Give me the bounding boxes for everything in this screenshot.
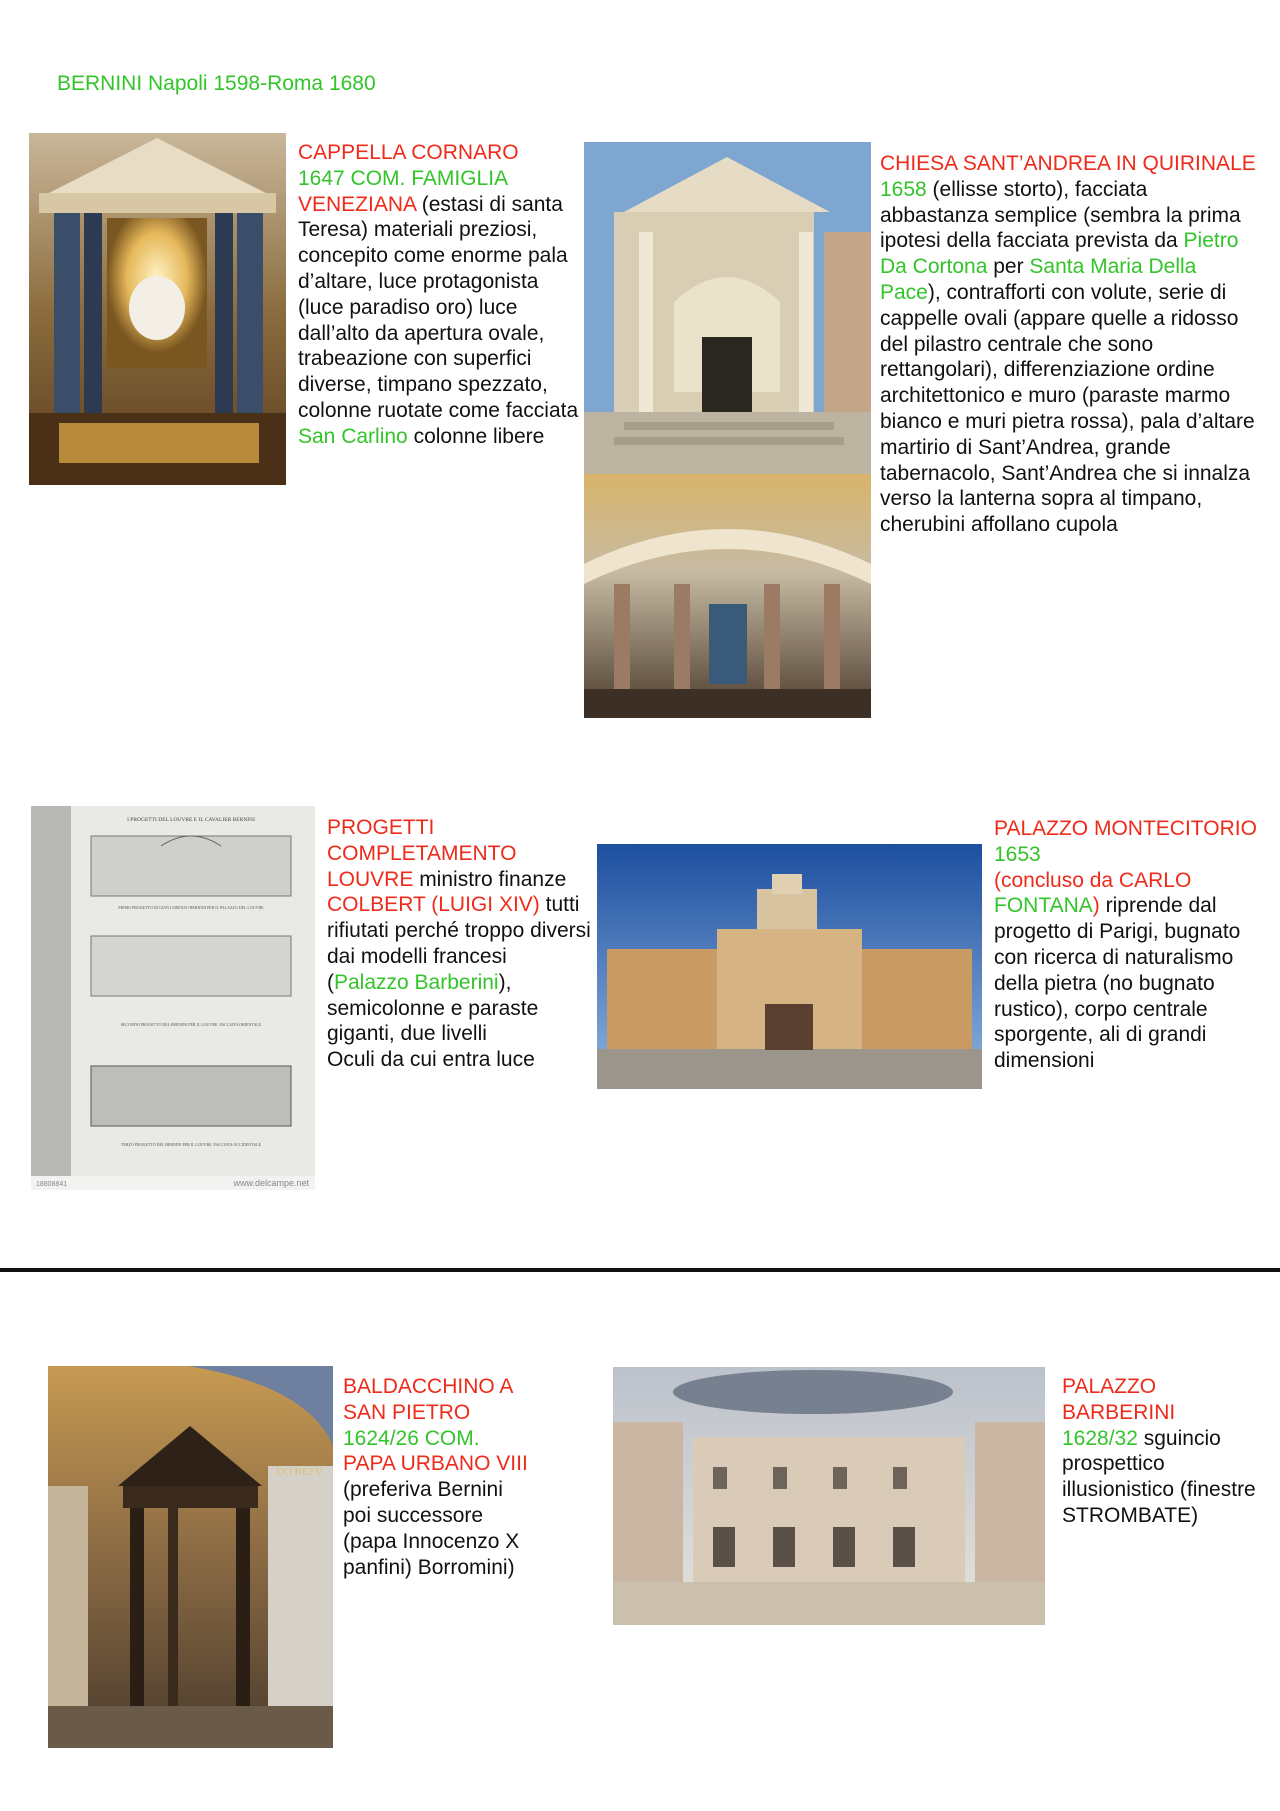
montecitorio-text xyxy=(994,816,1264,1074)
santandrea-link-cortona: Pietro Da Cortona xyxy=(880,229,1239,279)
baldacchino-body: (preferiva Bernini poi successore (papa Innocenzo X panfini) Borromini) xyxy=(343,1478,520,1579)
baldacchino-date: 1624/26 COM. xyxy=(343,1426,480,1450)
section-divider xyxy=(0,1268,1280,1272)
montecitorio-date: 1653 xyxy=(994,842,1041,866)
cornaro-heading: CAPPELLA CORNARO xyxy=(298,141,519,164)
cornaro-link-san-carlino: San Carlino xyxy=(298,424,408,448)
louvre-image-caption-1: PRIMO PROGETTO DI GIAN LORENZO BERNINI PER IL PALAZZO DEL LOUVRE xyxy=(118,905,264,910)
montecitorio-note: (concluso da xyxy=(994,868,1114,892)
baldacchino-patron: PAPA URBANO VIII xyxy=(343,1452,528,1476)
louvre-image-watermark: www.delcampe.net xyxy=(233,1178,309,1188)
louvre-link-barberini: Palazzo Barberini xyxy=(334,970,499,994)
louvre-projects-photo xyxy=(31,806,315,1190)
louvre-image-caption-2: SECONDO PROGETTO DEL BERNINI PER IL LOUVRE. FACCIATA ORIENTALE xyxy=(120,1022,262,1027)
cornaro-date: 1647 COM. FAMIGLIA xyxy=(298,166,509,190)
santandrea-interior-photo xyxy=(584,474,871,718)
santandrea-link-pace: Santa Maria Della Pace xyxy=(880,255,1197,304)
barberini-heading: PALAZZO BARBERINI xyxy=(1062,1375,1176,1424)
baldacchino-image-inscription: DO REFV xyxy=(276,1466,323,1478)
montecitorio-body: riprende dal progetto di Parigi, bugnato con ricerca di naturalismo della pietra (no bugnato rustico), corpo centrale sporgente, ali di grandi dimensioni xyxy=(994,894,1241,1073)
santandrea-body2: ), contrafforti con volute, serie di cappelle ovali (appare quelle a ridosso del pilastro centrale che sono rettangolari), differenziazione ordine architettonico e muro (paraste marmo bianco e muri pietra rossa), pala d’altare martirio di Sant’Andrea, grande tabernacolo, Sant’Andrea che si innalza verso la lanterna sopra al timpano, cherubini affollano cupola xyxy=(880,280,1255,537)
montecitorio-close: ) xyxy=(1092,894,1100,918)
cappella-cornaro-photo xyxy=(29,133,286,485)
santandrea-text xyxy=(880,151,1260,538)
santandrea-facade-photo xyxy=(584,142,871,474)
louvre-body1: ministro finanze xyxy=(413,867,567,891)
louvre-heading: PROGETTI COMPLETAMENTO LOUVRE xyxy=(327,816,517,891)
barberini-body: sguincio prospettico illusionistico (finestre STROMBATE) xyxy=(1062,1426,1256,1527)
santandrea-date: 1658 xyxy=(880,177,927,201)
montecitorio-fontana: FONTANA xyxy=(994,894,1093,918)
cornaro-body: (estasi di santa Teresa) materiali preziosi, concepito come enorme pala d’altare, luce protagonista (luce paradiso oro) luce dall’alto da apertura ovale, trabeazione con superfici diverse, timpano spezzato, colonne ruotate come facciata xyxy=(298,192,579,422)
page-title: BERNINI Napoli 1598-Roma 1680 xyxy=(57,72,376,95)
santandrea-heading: CHIESA SANT’ANDREA IN QUIRINALE xyxy=(880,152,1256,175)
louvre-colbert: COLBERT (LUIGI XIV) xyxy=(327,893,540,917)
louvre-body3: ), semicolonne e paraste giganti, due livelli Oculi da cui entra luce xyxy=(327,970,539,1072)
louvre-text xyxy=(327,815,592,1073)
cornaro-patron: VENEZIANA xyxy=(298,192,416,216)
barberini-date: 1628/32 xyxy=(1062,1426,1138,1450)
palazzo-barberini-photo xyxy=(613,1367,1045,1625)
santandrea-body1: (ellisse storto), facciata abbastanza semplice (sembra la prima ipotesi della facciata prevista da xyxy=(880,177,1241,253)
louvre-image-caption-3: TERZO PROGETTO DEL BERNINI PER IL LOUVRE. FACCIATA OCCIDENTALE xyxy=(120,1142,262,1147)
palazzo-barberini-text xyxy=(1062,1374,1262,1529)
baldacchino-heading: BALDACCHINO A SAN PIETRO xyxy=(343,1375,513,1424)
cappella-cornaro-text xyxy=(298,140,583,450)
montecitorio-carlo: CARLO xyxy=(1118,868,1192,892)
louvre-image-code: 18808841 xyxy=(36,1181,68,1188)
santandrea-mid: per xyxy=(987,255,1030,279)
baldacchino-photo xyxy=(48,1366,333,1748)
baldacchino-text xyxy=(343,1374,533,1580)
louvre-body2: tutti rifiutati perché troppo diversi dai modelli francesi ( xyxy=(327,893,591,994)
montecitorio-photo xyxy=(597,844,982,1089)
cornaro-tail: colonne libere xyxy=(407,424,545,448)
montecitorio-heading: PALAZZO MONTECITORIO xyxy=(994,817,1257,840)
louvre-image-header: I PROGETTI DEL LOUVRE E IL CAVALIER BERNINI xyxy=(127,817,255,823)
